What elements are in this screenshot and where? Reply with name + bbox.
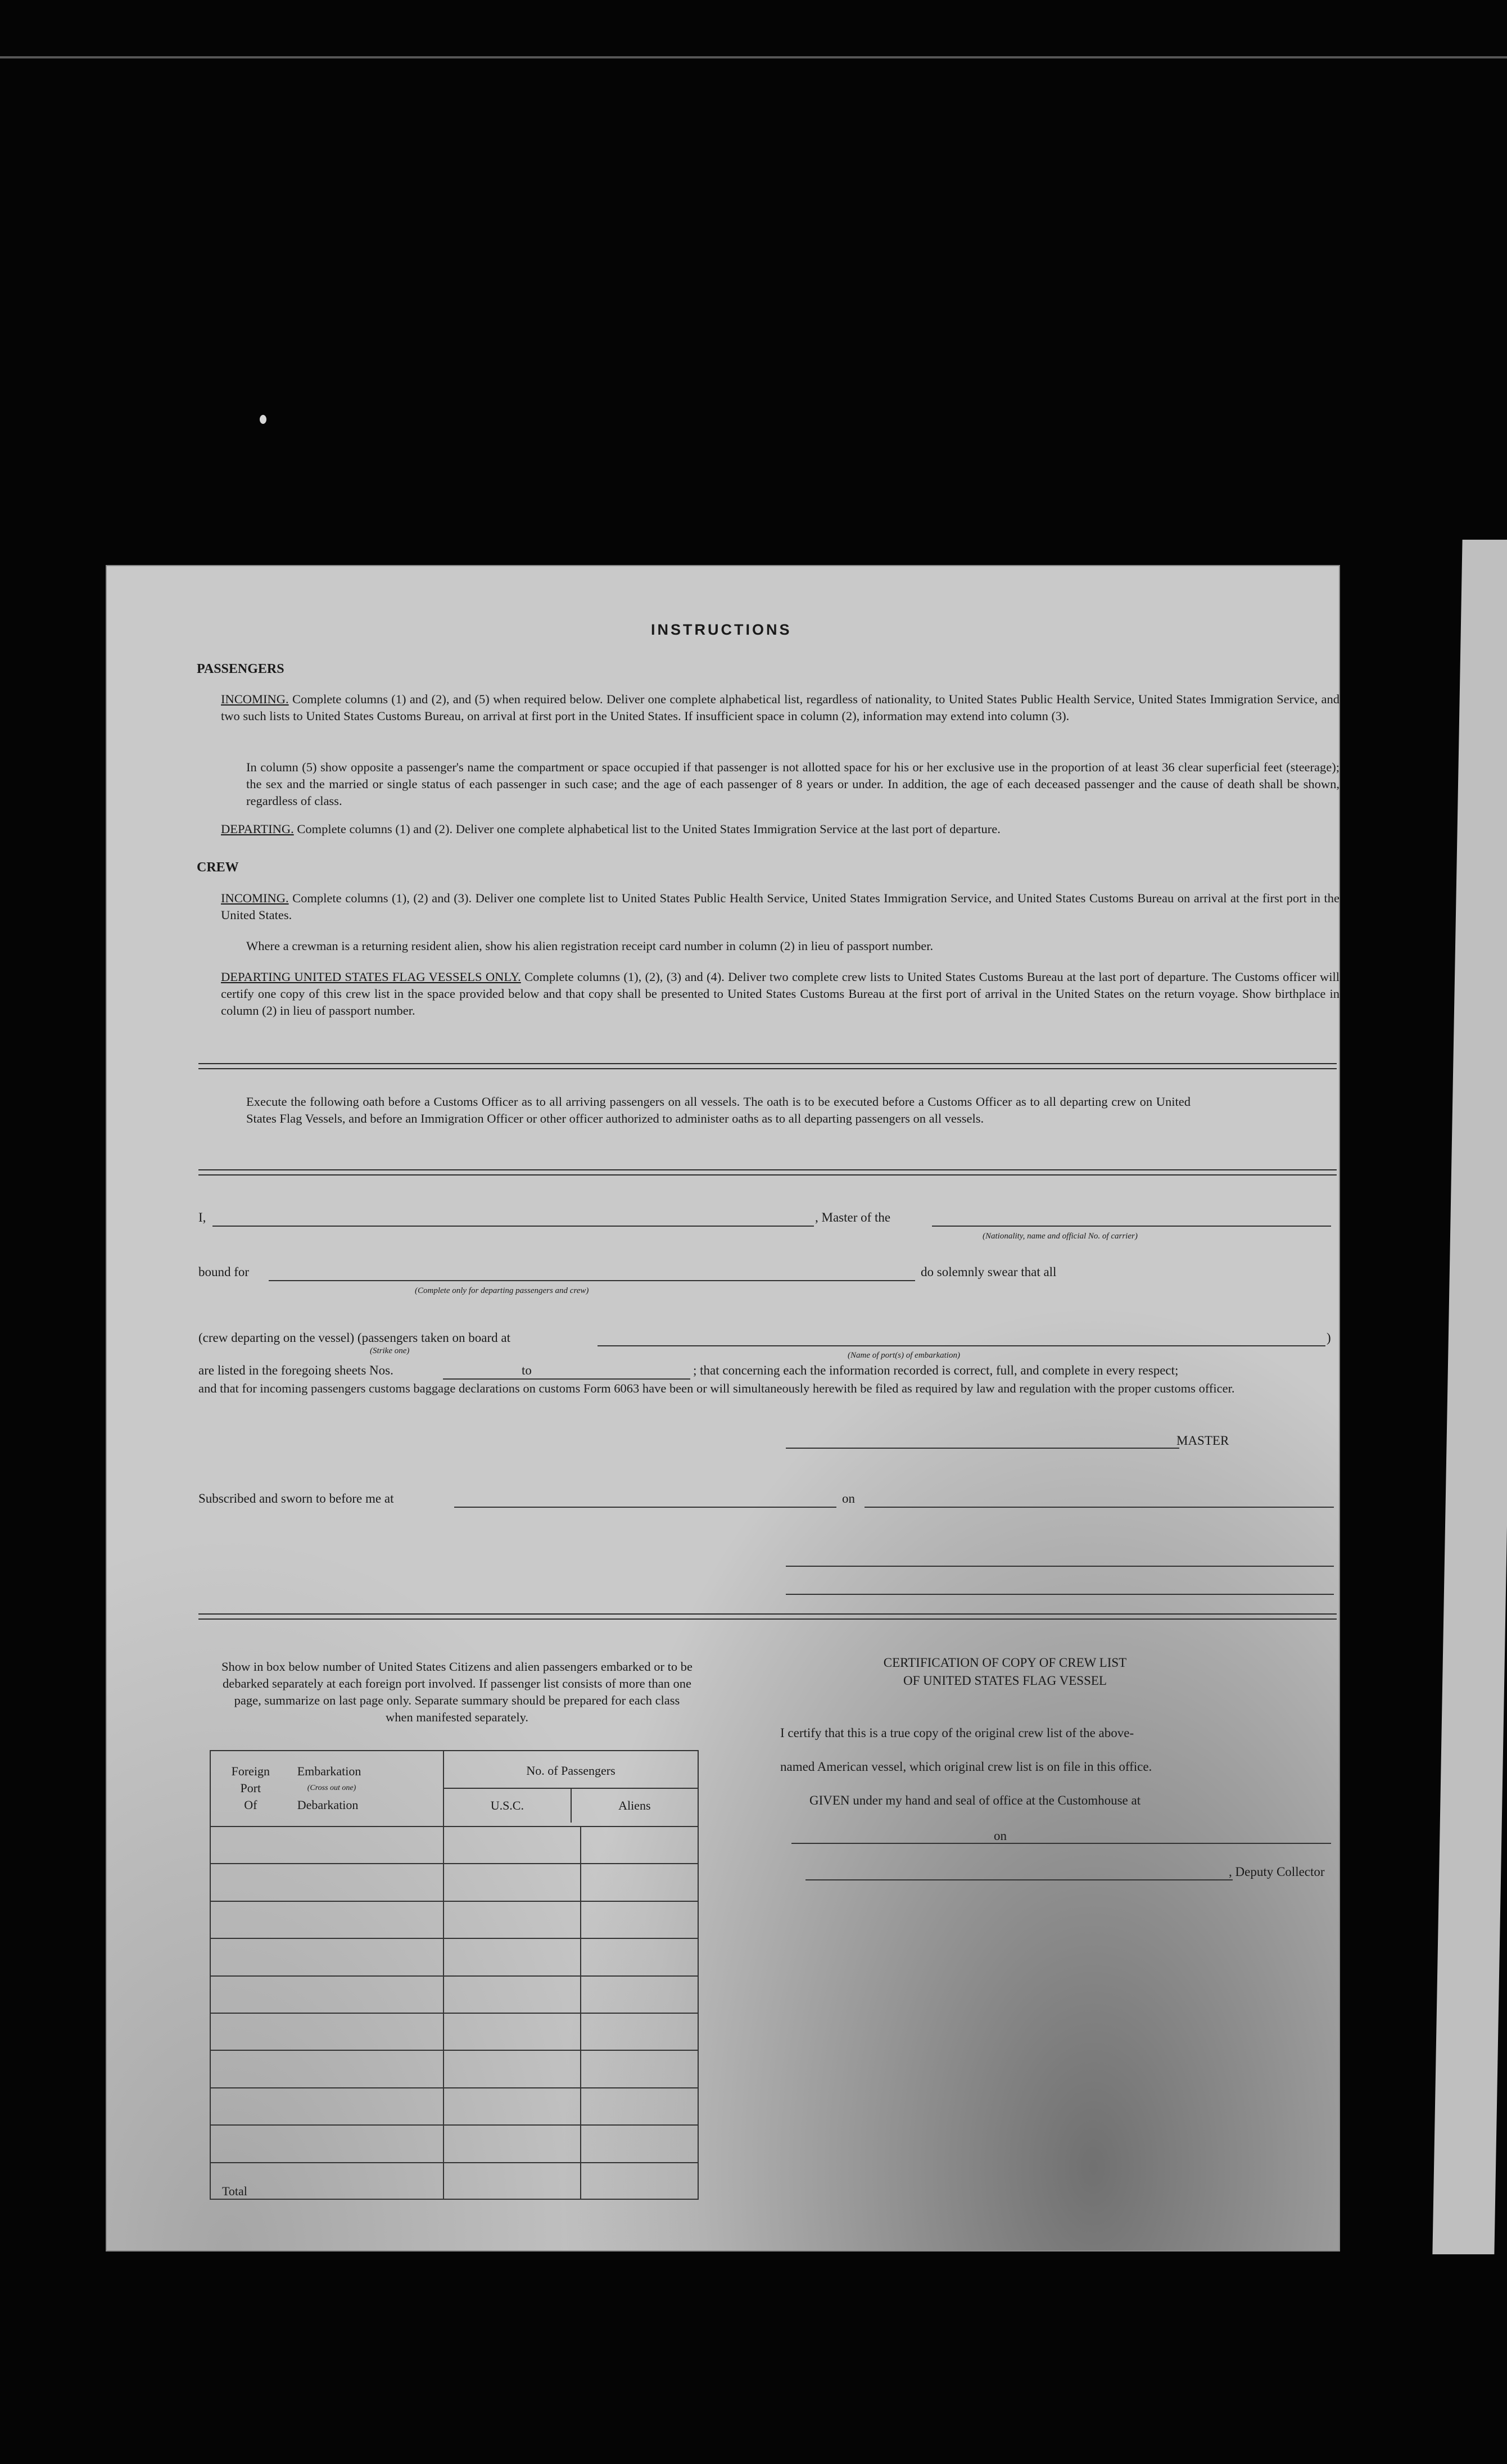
col-cross-out: (Cross out one) <box>307 1784 356 1793</box>
total-row-label <box>210 2163 443 2199</box>
officer-signature-field[interactable] <box>786 1566 1334 1567</box>
usc-total-cell[interactable] <box>443 2163 581 2199</box>
embarkation-ports-field[interactable] <box>598 1345 1325 1346</box>
flag-vessels-text: Complete columns (1), (2), (3) and (4). Deliver two complete crew lists to United States Customs Bureau at the last port of departure. The Customs officer will certify one copy of this crew list in the space provided below and that copy shall be presented to United States Customs Bureau at the first port of arrival in the United States on the return voyage. Show birthplace in column (2) in lieu of passport number. <box>221 970 1339 1018</box>
aliens-cell[interactable] <box>581 1901 698 1938</box>
usc-cell[interactable] <box>443 2088 581 2125</box>
section-divider <box>198 1169 1337 1176</box>
usc-cell[interactable] <box>443 1826 581 1864</box>
oath-swear: do solemnly swear that all <box>921 1265 1057 1279</box>
oath-intro: Execute the following oath before a Customs Officer as to all arriving passengers on all vessels. The oath is to be executed before a Customs Officer as to all departing crew on United States Flag Vessels, and before an Immigration Officer or other officer authorized to administer oaths as to all departing passengers on all vessels. <box>246 1095 1191 1125</box>
aliens-cell[interactable] <box>581 2050 698 2087</box>
oath-to: to <box>522 1363 532 1377</box>
usc-cell[interactable] <box>443 1864 581 1901</box>
certification-date-field[interactable] <box>1013 1843 1331 1844</box>
aliens-cell[interactable] <box>581 2088 698 2125</box>
incoming-text: Complete columns (1) and (2), and (5) when required below. Deliver one complete alphabetical list, regardless of nationality, to United States Public Health Service, United States Immigration Service, and two such lists to United States Customs Bureau, on arrival at first port in the United States. If insufficient space in column (2), information may extend into column (3). <box>221 692 1340 723</box>
carrier-field[interactable] <box>932 1226 1331 1227</box>
col-foreign: Foreign <box>231 1764 270 1779</box>
ports-caption: (Name of port(s) of embarkation) <box>848 1351 960 1360</box>
crewman-paragraph: Where a crewman is a returning resident alien, show his alien registration receipt card number in column (2) in lieu of passport number. <box>246 939 934 953</box>
col-no-passengers <box>443 1751 698 1826</box>
film-edge-line <box>0 56 1507 58</box>
aliens-cell[interactable] <box>581 1826 698 1864</box>
usc-cell[interactable] <box>443 2050 581 2087</box>
master-label: MASTER <box>1176 1434 1229 1448</box>
usc-cell[interactable] <box>443 2125 581 2162</box>
nationality-caption: (Nationality, name and official No. of carrier) <box>983 1232 1138 1241</box>
crew-incoming-label: INCOMING. <box>221 891 289 905</box>
sworn-date-field[interactable] <box>865 1507 1334 1508</box>
usc-cell[interactable] <box>443 2013 581 2050</box>
passengers-incoming-paragraph <box>221 691 1339 725</box>
port-cell[interactable] <box>210 1938 443 1975</box>
col-embarkation[interactable]: Embarkation <box>297 1764 361 1779</box>
col-debarkation[interactable]: Debarkation <box>297 1798 359 1812</box>
col-no-passengers-label: No. of Passengers <box>444 1754 698 1789</box>
col-embarkation-debarkation <box>291 1751 443 1826</box>
complete-only-caption: (Complete only for departing passengers and crew) <box>415 1286 589 1295</box>
sheet-to-field[interactable] <box>544 1378 690 1380</box>
film-speck <box>260 415 266 424</box>
oath-bound-for: bound for <box>198 1265 250 1279</box>
summary-instructions: Show in box below number of United States Citizens and alien passengers embarked or to be debarked separately at each foreign port involved. If passenger list consists of more than one page, summarize on last page only. Separate summary should be prepared for each class when manifested separately. <box>221 1660 693 1724</box>
section-divider <box>198 1063 1337 1069</box>
crew-heading: CREW <box>197 860 239 875</box>
certification-title-1: CERTIFICATION OF COPY OF CREW LIST <box>883 1656 1127 1670</box>
certification-line-3: GIVEN under my hand and seal of office at the Customhouse at <box>809 1793 1141 1807</box>
oath-subscribed: Subscribed and sworn to before me at <box>198 1491 394 1505</box>
departing-label: DEPARTING. <box>221 822 294 836</box>
total-label: Total <box>222 2184 247 2198</box>
port-cell[interactable] <box>210 2050 443 2087</box>
bound-for-field[interactable] <box>269 1280 915 1281</box>
oath-listed-suffix: ; that concerning each the information recorded is correct, full, and complete in every respect; <box>693 1363 1179 1377</box>
aliens-total-cell[interactable] <box>581 2163 698 2199</box>
aliens-cell[interactable] <box>581 2013 698 2050</box>
master-signature-field[interactable] <box>786 1448 1179 1449</box>
usc-cell[interactable] <box>443 1901 581 1938</box>
oath-master-of: , Master of the <box>815 1210 891 1224</box>
aliens-cell[interactable] <box>581 1976 698 2013</box>
certification-line-1: I certify that this is a true copy of the original crew list of the above- <box>780 1726 1134 1740</box>
passengers-departing-paragraph <box>221 821 1339 838</box>
oath-crew-departing: (crew departing on the vessel) (passengers taken on board at <box>198 1331 510 1345</box>
oath-customs-text: and that for incoming passengers customs baggage declarations on customs Form 6063 have been or will simultaneously herewith be filed as required by law and regulation with the proper customs officer. <box>198 1381 1235 1395</box>
passenger-summary-table <box>210 1750 699 2200</box>
section-divider <box>198 1613 1337 1620</box>
port-cell[interactable] <box>210 1864 443 1901</box>
oath-on: on <box>842 1491 855 1505</box>
port-cell[interactable] <box>210 1976 443 2013</box>
col-usc: U.S.C. <box>444 1789 571 1823</box>
certification-title-2: OF UNITED STATES FLAG VESSEL <box>903 1674 1107 1688</box>
col-foreign-port-of <box>210 1751 291 1826</box>
usc-cell[interactable] <box>443 1938 581 1975</box>
certification-line-2: named American vessel, which original crew list is on file in this office. <box>780 1760 1152 1774</box>
sworn-place-field[interactable] <box>454 1507 836 1508</box>
col-port: Port <box>240 1781 261 1796</box>
port-cell[interactable] <box>210 1826 443 1864</box>
port-cell[interactable] <box>210 2088 443 2125</box>
aliens-cell[interactable] <box>581 1864 698 1901</box>
oath-i: I, <box>198 1210 206 1224</box>
port-cell[interactable] <box>210 2013 443 2050</box>
oath-listed-prefix: are listed in the foregoing sheets Nos. <box>198 1363 393 1377</box>
officer-title-field[interactable] <box>786 1594 1334 1595</box>
incoming-label: INCOMING. <box>221 692 289 706</box>
crew-incoming-text: Complete columns (1), (2) and (3). Deliver one complete list to United States Public Health Service, United States Immigration Service, and United States Customs Bureau on arrival at the first port in the United States. <box>221 891 1339 922</box>
column5-paragraph: In column (5) show opposite a passenger's name the compartment or space occupied if that passenger is not allotted space for his or her exclusive use in the proportion of at least 36 clear superficial feet (steerage); the sex and the married or single status of each passenger in such case; and the age of each passenger of 8 years or under. In addition, the age of each deceased passenger and the cause of death shall be shown, regardless of class. <box>246 760 1339 808</box>
deputy-signature-field[interactable] <box>805 1879 1233 1880</box>
passengers-heading: PASSENGERS <box>197 662 284 676</box>
aliens-cell[interactable] <box>581 1938 698 1975</box>
crew-incoming-paragraph <box>221 890 1339 924</box>
port-cell[interactable] <box>210 2125 443 2162</box>
oath-close-paren: ) <box>1327 1331 1331 1345</box>
col-of: Of <box>244 1798 257 1812</box>
adjacent-page-strip <box>1432 540 1507 2254</box>
flag-vessels-paragraph <box>221 969 1339 1019</box>
port-cell[interactable] <box>210 1901 443 1938</box>
col-aliens: Aliens <box>618 1798 651 1813</box>
document-page <box>106 565 1340 2251</box>
usc-cell[interactable] <box>443 1976 581 2013</box>
aliens-cell[interactable] <box>581 2125 698 2162</box>
strike-one-caption: (Strike one) <box>370 1346 410 1355</box>
certification-on: on <box>994 1829 1007 1843</box>
departing-text: Complete columns (1) and (2). Deliver one complete alphabetical list to the United States Immigration Service at the last port of departure. <box>297 822 1001 836</box>
deputy-collector-label: , Deputy Collector <box>1229 1865 1325 1879</box>
instructions-title: INSTRUCTIONS <box>651 621 792 638</box>
master-name-field[interactable] <box>212 1226 814 1227</box>
flag-vessels-label: DEPARTING UNITED STATES FLAG VESSELS ONLY. <box>221 970 521 984</box>
